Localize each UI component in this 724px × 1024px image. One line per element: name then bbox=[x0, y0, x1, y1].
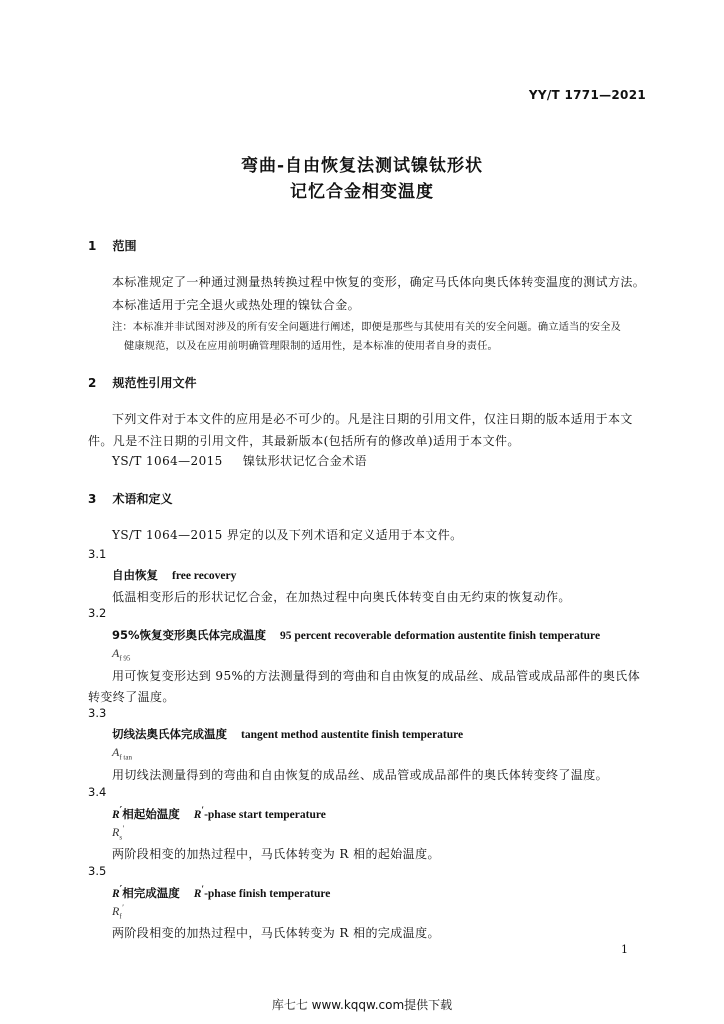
r-letter: R bbox=[193, 808, 202, 821]
section-title: 术语和定义 bbox=[112, 492, 173, 506]
term-heading bbox=[112, 627, 600, 643]
term-heading bbox=[112, 884, 330, 901]
symbol-prime: ′ bbox=[121, 903, 124, 912]
term-definition: 两阶段相变的加热过程中，马氏体转变为 R 相的起始温度。 bbox=[112, 847, 440, 861]
reference-code: YS/T 1064—2015 bbox=[112, 454, 223, 468]
term-chinese: 95%恢复变形奥氏体完成温度 bbox=[112, 628, 267, 642]
term-definition: 两阶段相变的加热过程中，马氏体转变为 R 相的完成温度。 bbox=[112, 926, 440, 940]
section-3-heading bbox=[88, 490, 173, 507]
term-english: tangent method austentite finish temperature bbox=[241, 729, 464, 741]
normative-reference bbox=[112, 452, 367, 469]
section-2-heading bbox=[88, 374, 197, 391]
symbol-prime: ′ bbox=[122, 824, 124, 833]
section-1-note-line-2: 健康规范，以及在应用前明确管理限制的适用性，是本标准的使用者自身的责任。 bbox=[124, 341, 498, 352]
section-title: 范围 bbox=[112, 239, 137, 253]
section-2-para-line-2: 件。凡是不注日期的引用文件，其最新版本(包括所有的修改单)适用于本文件。 bbox=[88, 434, 520, 448]
section-number: 3 bbox=[88, 492, 97, 506]
term-heading bbox=[112, 805, 326, 822]
term-english: 95 percent recoverable deformation austentite finish temperature bbox=[280, 630, 601, 642]
term-english bbox=[193, 805, 326, 821]
term-english-text: -phase start temperature bbox=[204, 808, 326, 821]
term-symbol bbox=[112, 646, 130, 662]
term-english bbox=[193, 884, 331, 900]
symbol-main: A bbox=[112, 646, 120, 660]
term-number: 3.5 bbox=[88, 864, 107, 878]
r-letter: R bbox=[193, 887, 202, 900]
prime-mark: ′ bbox=[201, 884, 205, 895]
term-heading bbox=[112, 567, 236, 583]
reference-title: 镍钛形状记忆合金术语 bbox=[242, 454, 367, 468]
symbol-main: R bbox=[112, 825, 120, 839]
document-title-line1: 弯曲-自由恢复法测试镍钛形状 bbox=[240, 156, 484, 176]
term-symbol bbox=[112, 903, 123, 920]
term-definition: 低温相变形后的形状记忆合金，在加热过程中向奥氏体转变自由无约束的恢复动作。 bbox=[112, 590, 571, 604]
section-number: 1 bbox=[88, 239, 97, 253]
term-symbol bbox=[112, 745, 132, 761]
page-number: 1 bbox=[621, 943, 628, 956]
symbol-main: A bbox=[112, 745, 120, 759]
r-letter: R bbox=[112, 808, 120, 821]
section-1-note-line-1: 注：本标准并非试图对涉及的所有安全问题进行阐述，即便是那些与其使用有关的安全问题。确立适当的安全及 bbox=[112, 322, 621, 333]
term-chinese-text: 相起始温度 bbox=[122, 806, 180, 821]
term-chinese-text: 相完成温度 bbox=[122, 885, 180, 900]
section-1-heading bbox=[88, 237, 137, 254]
symbol-subscript: s bbox=[119, 833, 123, 842]
section-1-para-2: 本标准适用于完全退火或热处理的镍钛合金。 bbox=[112, 298, 361, 312]
term-symbol bbox=[112, 824, 124, 841]
term-chinese: 自由恢复 bbox=[112, 568, 158, 582]
footer-watermark: 库七七 www.kqqw.com提供下载 bbox=[271, 998, 453, 1012]
section-number: 2 bbox=[88, 376, 97, 390]
term-number: 3.1 bbox=[88, 547, 107, 561]
term-definition: 用切线法测量得到的弯曲和自由恢复的成品丝、成品管或成品部件的奥氏体转变终了温度。 bbox=[112, 768, 609, 782]
term-number: 3.2 bbox=[88, 606, 107, 620]
term-chinese bbox=[112, 807, 180, 821]
prime-mark: ′ bbox=[201, 805, 205, 816]
term-chinese bbox=[112, 886, 180, 900]
prime-mark: ′ bbox=[119, 884, 123, 895]
symbol-subscript: f tan bbox=[119, 753, 132, 762]
document-title-line2: 记忆合金相变温度 bbox=[290, 182, 434, 202]
term-definition-line-1: 用可恢复变形达到 95%的方法测量得到的弯曲和自由恢复的成品丝、成品管或成品部件的奥氏体 bbox=[112, 669, 641, 683]
r-letter: R bbox=[112, 887, 120, 900]
symbol-subscript: f bbox=[119, 912, 122, 921]
term-number: 3.4 bbox=[88, 785, 107, 799]
term-english: free recovery bbox=[172, 570, 237, 582]
term-english-text: -phase finish temperature bbox=[204, 887, 331, 900]
term-heading bbox=[112, 726, 463, 742]
symbol-subscript: f 95 bbox=[119, 654, 131, 663]
section-title: 规范性引用文件 bbox=[112, 376, 197, 390]
section-1-para-1: 本标准规定了一种通过测量热转换过程中恢复的变形，确定马氏体向奥氏体转变温度的测试方法。 bbox=[112, 275, 646, 289]
standard-code: YY/T 1771—2021 bbox=[528, 88, 646, 102]
section-3-intro: YS/T 1064—2015 界定的以及下列术语和定义适用于本文件。 bbox=[112, 528, 463, 542]
section-2-para-line-1: 下列文件对于本文件的应用是必不可少的。凡是注日期的引用文件，仅注日期的版本适用于本文 bbox=[112, 412, 633, 426]
term-chinese: 切线法奥氏体完成温度 bbox=[112, 727, 227, 741]
prime-mark: ′ bbox=[119, 805, 123, 816]
term-number: 3.3 bbox=[88, 706, 107, 720]
term-definition-line-2: 转变终了温度。 bbox=[88, 690, 175, 704]
symbol-main: R bbox=[112, 904, 120, 918]
